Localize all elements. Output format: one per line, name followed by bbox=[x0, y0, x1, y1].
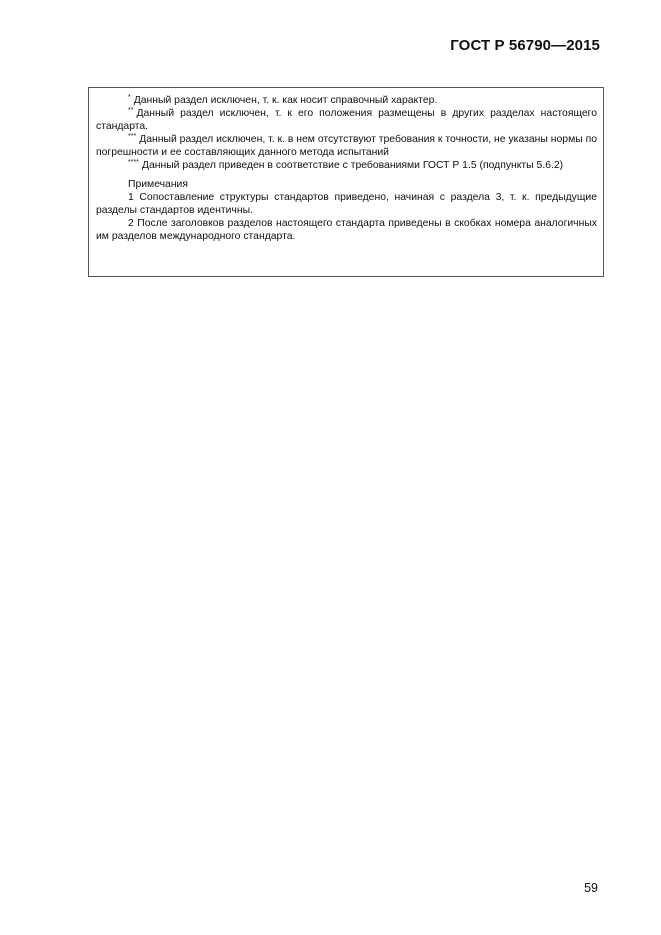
footnote-text: Данный раздел исключен, т. к. в нем отсутствуют требования к точности, не указаны нормы по погрешности и ее составляющих данного метода испытаний bbox=[96, 134, 597, 158]
footnote-mark: * bbox=[128, 94, 131, 101]
note-1: 1 Сопоставление структуры стандартов приведено, начиная с раздела 3, т. к. предыдущие разделы стандартов идентичны. bbox=[96, 192, 597, 216]
footnote-mark: *** bbox=[128, 133, 137, 140]
footnote-mark: **** bbox=[128, 159, 139, 166]
footnote-mark: ** bbox=[128, 107, 134, 114]
notes-title: Примечания bbox=[128, 179, 188, 190]
footnote-text: Данный раздел исключен, т. к его положения размещены в других разделах настоящего стандарта. bbox=[96, 108, 597, 132]
footnote-4 bbox=[96, 159, 597, 172]
document-designation: ГОСТ Р 56790—2015 bbox=[450, 37, 600, 54]
page-number: 59 bbox=[584, 881, 598, 895]
footnote-text: Данный раздел приведен в соответствие с требованиями ГОСТ Р 1.5 (подпункты 5.6.2) bbox=[141, 160, 564, 171]
footnote-3 bbox=[96, 133, 597, 159]
footnote-1 bbox=[96, 94, 597, 107]
footnote-2 bbox=[96, 107, 597, 133]
footnote-text: Данный раздел исключен, т. к. как носит справочный характер. bbox=[133, 95, 438, 106]
note-2: 2 После заголовков разделов настоящего стандарта приведены в скобках номера аналогичных им разделов международного стандарта. bbox=[96, 218, 597, 242]
footnotes-box bbox=[88, 87, 604, 277]
